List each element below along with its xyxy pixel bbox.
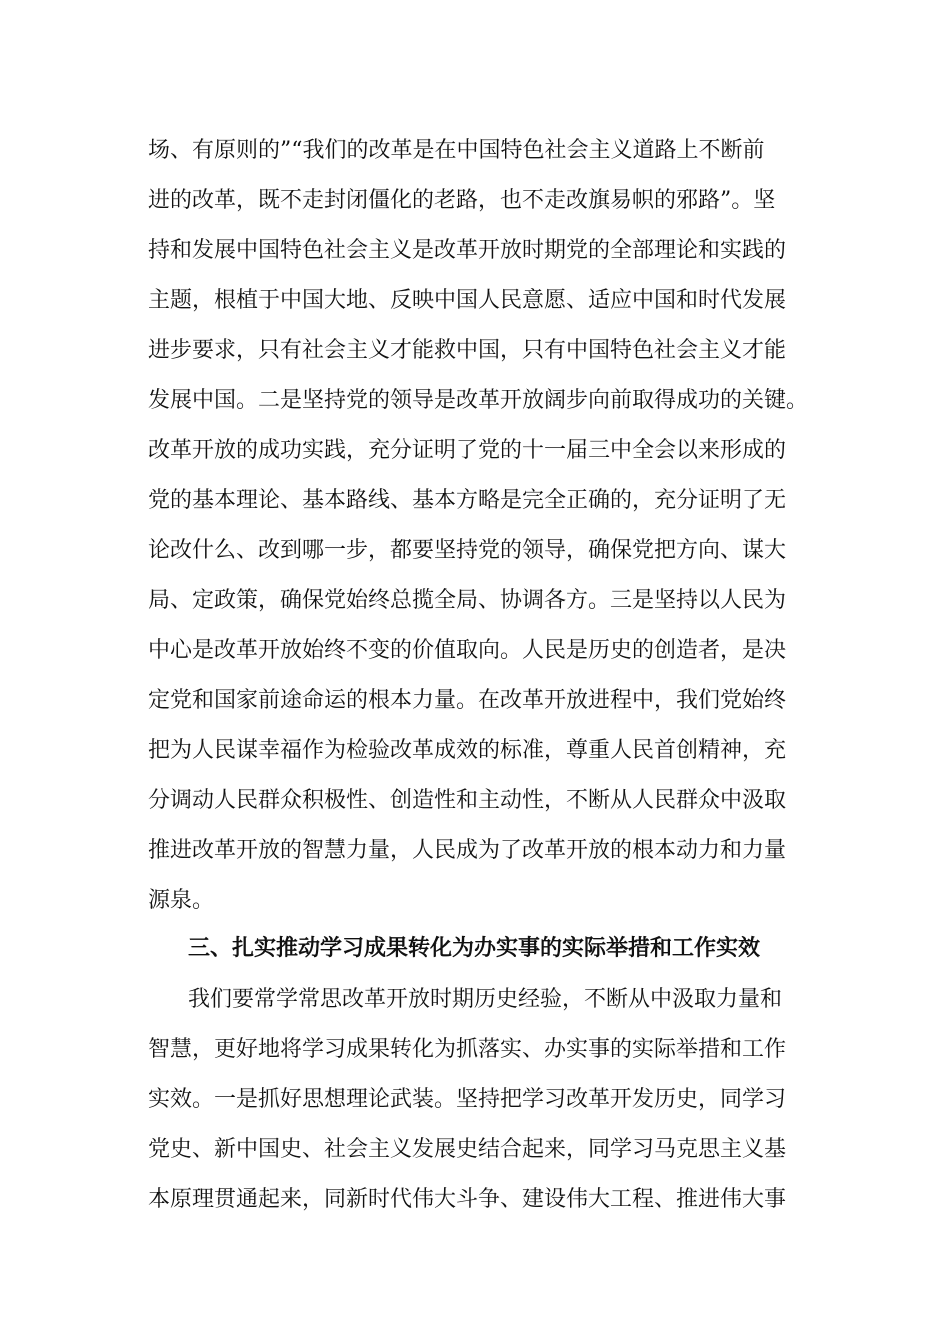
paragraph-1-line: 局、定政策，确保党始终总揽全局、协调各方。三是坚持以人民为 [148, 588, 787, 613]
paragraph-1-line: 持和发展中国特色社会主义是改革开放时期党的全部理论和实践的 [148, 238, 787, 263]
paragraph-1-line: 进步要求，只有社会主义才能救中国，只有中国特色社会主义才能 [148, 338, 787, 363]
paragraph-1-line: 发展中国。二是坚持党的领导是改革开放阔步向前取得成功的关键。 [148, 388, 809, 413]
paragraph-2-line: 实效。一是抓好思想理论武装。坚持把学习改革开发历史，同学习 [148, 1087, 787, 1112]
paragraph-2-line: 党史、新中国史、社会主义发展史结合起来，同学习马克思主义基 [148, 1137, 787, 1162]
paragraph-2-line: 本原理贯通起来，同新时代伟大斗争、建设伟大工程、推进伟大事 [148, 1187, 787, 1212]
paragraph-1-line: 论改什么、改到哪一步，都要坚持党的领导，确保党把方向、谋大 [148, 538, 787, 563]
paragraph-2-line: 智慧，更好地将学习成果转化为抓落实、办实事的实际举措和工作 [148, 1037, 787, 1062]
paragraph-1-line: 主题，根植于中国大地、反映中国人民意愿、适应中国和时代发展 [148, 288, 787, 313]
paragraph-1-line: 进的改革，既不走封闭僵化的老路，也不走改旗易帜的邪路”。坚 [148, 188, 776, 213]
paragraph-1-line: 场、有原则的”“我们的改革是在中国特色社会主义道路上不断前 [148, 138, 765, 163]
paragraph-1-line: 党的基本理论、基本路线、基本方略是完全正确的，充分证明了无 [148, 488, 787, 513]
paragraph-1-line: 把为人民谋幸福作为检验改革成效的标准，尊重人民首创精神，充 [148, 738, 787, 763]
paragraph-1-line: 推进改革开放的智慧力量，人民成为了改革开放的根本动力和力量 [148, 838, 787, 863]
paragraph-1-line: 源泉。 [148, 888, 215, 913]
paragraph-1-line: 分调动人民群众积极性、创造性和主动性，不断从人民群众中汲取 [148, 788, 787, 813]
paragraph-1-line: 改革开放的成功实践，充分证明了党的十一届三中全会以来形成的 [148, 438, 787, 463]
section-heading: 三、扎实推动学习成果转化为办实事的实际举措和工作实效 [188, 936, 761, 961]
paragraph-2-line: 我们要常学常思改革开放时期历史经验，不断从中汲取力量和 [188, 987, 783, 1012]
paragraph-1-line: 中心是改革开放始终不变的价值取向。人民是历史的创造者，是决 [148, 638, 787, 663]
paragraph-1-line: 定党和国家前途命运的根本力量。在改革开放进程中，我们党始终 [148, 688, 787, 713]
